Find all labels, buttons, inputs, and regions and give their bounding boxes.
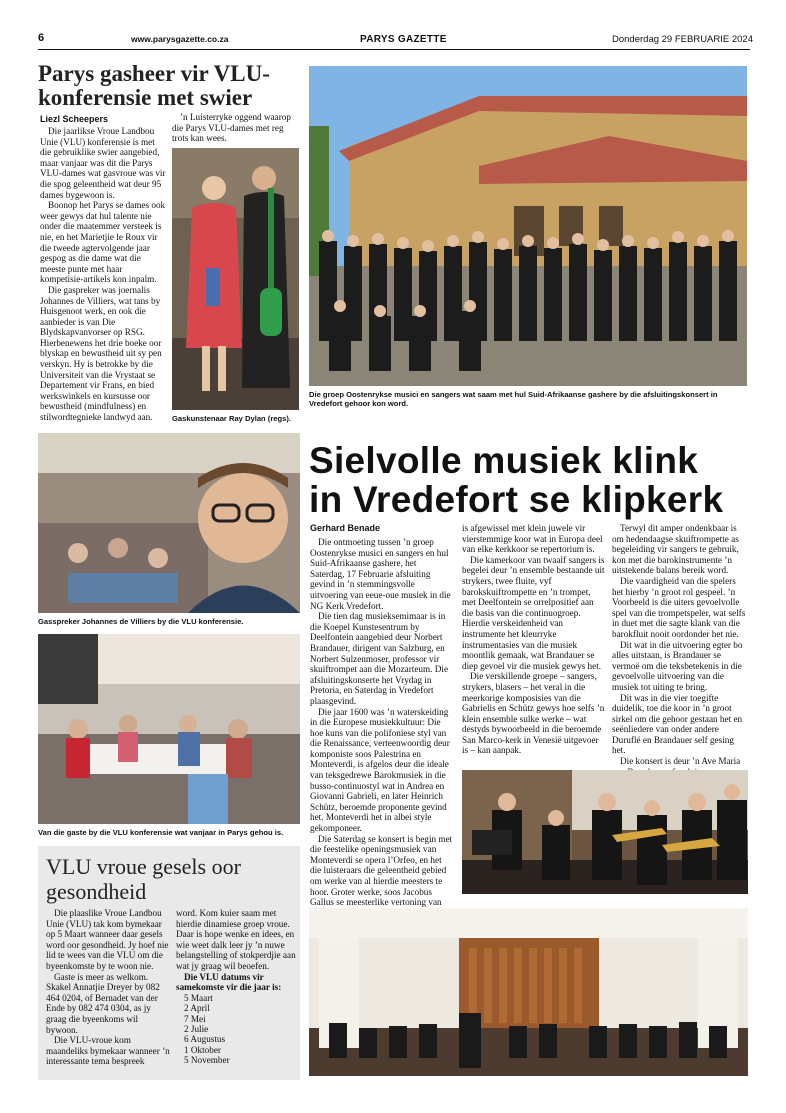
- paragraph: Die gaspreker was joernalis Johannes de Villiers, wat tans by Huisgenoot werk, en ook die aanbieder is van Die Blydskapvanvorser op RSG. Hierbenewens het drie boeke oor blyskap en bewustheid uit sy pen verskyn. Hy is betrokke by die Universiteit van die Vrystaat se Departement vir Frans, en bied werkswinkels en kursusse oor bewustheid (mindfulness) en stilwordtegnieke landwyd aan.: [40, 284, 162, 423]
- paragraph: word. Kom kuier saam met hierdie dinamiese groep vroue. Daar is hope wenke en idees, en wie weet dalk leer jy ’n nuwe belangstelling of stokperdjie aan wat jy graag wil beoefen.: [176, 908, 296, 971]
- article1-column-1: [40, 126, 168, 423]
- article2-column-3: [612, 523, 749, 777]
- photo-musicians: [462, 770, 748, 894]
- paragraph: Die ontmoeting tussen ’n groep Oostenrykse musici en sangers en hul Suid-Afrikaanse gashere, het Saterdag, 17 Februarie afsluiting gevind in ’n stemmingsvolle uitvoering van eeue-oue musiek in die NG Kerk Vredefort.: [310, 537, 451, 611]
- paragraph: Die Saterdag se konsert is begin met die feestelike openingsmusiek van Monteverdi se opera l’Orfeo, en het die luisteraars die geleentheid gebied om werke van al hierdie meesters te hoor. Groter werke, soos Jacobus Gallus se meesterlike vertoning van: [310, 833, 453, 908]
- paragraph: Gaste is meer as welkom. Skakel Annatjie Dreyer by 082 464 0204, of Bernadet van der Ende by 082 474 0304, as jy graag die byeenkoms wil bywoon.: [46, 971, 160, 1035]
- dates-heading: Die VLU datums vir samekomste vir die jaar is:: [176, 971, 282, 993]
- list-item: 2 Julie: [184, 1023, 209, 1034]
- paragraph: Die jaar 1600 was ’n waterskeiding in die Europese musiekkultuur: Die hoe kuns van die polifoniese styl van die Renaissance, verteenwoordig deur komponiste soos Palestrina en Monteverdi, is afgelos deur die ideale van teksgedrewe Barokmusiek in die busso-continuostyl wat in Andrea en Giovanni Gabrieli, en later Heinrich Schütz, beroemde proponente gevind het. Monteverdi het in albei style gekomponeer.: [310, 706, 450, 834]
- paragraph: is afgewissel met klein juwele vir vierstemmige koor wat in Europa deel van elke kerkkoor se repertorium is.: [462, 523, 603, 555]
- list-item: 1 Oktober: [184, 1044, 221, 1055]
- photo-ray-dylan: [172, 148, 299, 410]
- list-item: 6 Augustus: [184, 1034, 226, 1045]
- issue-date: Donderdag 29 FEBRUARIE 2024: [612, 34, 753, 45]
- paragraph: Die jaarlikse Vroue Landbou Unie (VLU) konferensie is met die gebruiklike swier aangebied, maar vanjaar was dit die Parys VLU-dames wat gasvroue was vir die spog geleentheid wat deur 95 dames bygewoon is.: [40, 126, 166, 200]
- list-item: 7 Mei: [184, 1013, 206, 1024]
- website-link[interactable]: www.parysgazette.co.za: [131, 34, 229, 44]
- paragraph: Die verskillende groepe – sangers, strykers, blasers – het veral in die meerkorige komposisies van die Gabrielis en Schütz gewys hoe selfs ’n klein ensemble sulke werke – wat destyds bywoorbeeld in die beroemde San Marco-kerk in Venesië uitgevoer is – kan aanpak.: [462, 671, 605, 756]
- header-rule: [38, 49, 750, 50]
- article1-headline: Parys gasheer vir VLU-konferensie met swier: [38, 61, 270, 110]
- paragraph: Die kamerkoor van twaalf sangers is begelei deur ’n ensemble bestaande uit strykers, twee fluite, vyf barokskuiftrompette en ’n trompet, met Deelfontein se orrelpositief aan die basis van die continuogroep. Hierdie verskeidenheid van instrumente het kleurryke instrumentasies van die musiek moontlik gemaak, wat Brandauer se diep gevoel vir die musiek gewys het.: [462, 554, 605, 671]
- caption-choir: Die groep Oostenrykse musici en sangers wat saam met hul Suid-Afrikaanse gashere by die afsluitingskonsert in Vredefort gehoor kon word.: [309, 390, 718, 408]
- article3-headline: VLU vroue gesels oor gesondheid: [46, 854, 241, 904]
- photo-choir-church: [309, 66, 747, 386]
- dates-list: [176, 993, 296, 1066]
- paragraph: Boonop het Parys se dames ook weer gewys dat hul talente nie onder die maatemmer versteek is nie, en het Marietjie le Roux vir die tweede agtervolgende jaar gespog as die dame wat die meeste punte met haar kompetisie-artikels kon inpalm.: [40, 200, 166, 285]
- article3-column-1: [46, 908, 170, 1067]
- page-number: 6: [38, 32, 45, 44]
- paragraph: Die plaaslike Vroue Landbou Unie (VLU) tak kom bymekaar op 5 Maart wanneer daar gesels word oor gesondheid. Jy hoef nie lid te wees van die VLU om die byeenkomste by te woon nie.: [46, 908, 169, 971]
- caption-conference-guests: Van die gaste by die VLU konferensie wat vanjaar in Parys gehou is.: [38, 828, 284, 837]
- paragraph: Dit was in die vier toegifte duidelik, toe die koor in ’n groot sirkel om die gehoor gestaan het en seënliedere van onder andere Duruflé en Brandauer self gesing het.: [612, 692, 743, 756]
- article2-byline: Gerhard Benade: [310, 523, 381, 533]
- article1-byline: Liezl Scheepers: [40, 114, 109, 124]
- paragraph: Die VLU-vroue kom maandeliks bymekaar wanneer ’n interessante tema bespreek: [46, 1035, 170, 1067]
- article2-column-2: [462, 523, 605, 756]
- article1-column-2: [172, 112, 300, 144]
- photo-concert-hall: [309, 908, 748, 1076]
- list-item: 5 Maart: [184, 992, 213, 1003]
- article2-headline-line2: in Vredefort se klipkerk: [309, 479, 724, 520]
- article2-column-1: [310, 537, 453, 918]
- article2-headline-line1: Sielvolle musiek klink: [309, 440, 699, 481]
- photo-guest-speaker: [38, 433, 300, 613]
- list-item: 2 April: [184, 1003, 210, 1014]
- paragraph: Die tien dag musieksemimaar is in die Koepel Kunstesentrum by Deelfontein aangebied deur Norbert Brandauer, dirigent van Salzburg, en Norbert Sulzenmoser, professor vir skuiftrompet aan die Mozarteum. Die afsluitingskonserte het Vrydag in Pretoria, en Saterdag in Vredefort plaasgevind.: [310, 611, 449, 706]
- paragraph: Die vaardigheid van die spelers het hierby ’n groot rol gespeel. ’n Voorbeeld is die uiters gevoelvolle spel van die trompetspeler, wat selfs in duet met die sagte klank van die barokfluit nooit oordonder het nie.: [612, 575, 746, 639]
- article3-column-2: [176, 908, 296, 1066]
- caption-guest-speaker: Gasspreker Johannes de Villiers by die VLU konferensie.: [38, 617, 244, 626]
- paragraph: Terwyl dit amper ondenkbaar is om hedendaagse skuiftrompette as begeleiding vir sangers te gebruik, kon met die barokinstrumente ’n uitstekende balans bereik word.: [612, 523, 739, 576]
- caption-ray-dylan: Gaskunstenaar Ray Dylan (regs).: [172, 414, 292, 423]
- paper-name: PARYS GAZETTE: [360, 34, 447, 45]
- paragraph: Die konsert is deur ’n Ave Maria: [620, 756, 741, 767]
- paragraph: Dit wat in die uitvoering egter bo alles uitstaan, is Brandauer se vermoë om die teksbetekenis in die gevoelvolle uitvoering van die musiek tot uiting te bring.: [612, 639, 743, 692]
- list-item: 5 November: [184, 1055, 230, 1066]
- paragraph: ’n Luisterryke oggend waarop die Parys VLU-dames met reg trots kan wees.: [172, 112, 291, 144]
- photo-conference-guests: [38, 634, 300, 824]
